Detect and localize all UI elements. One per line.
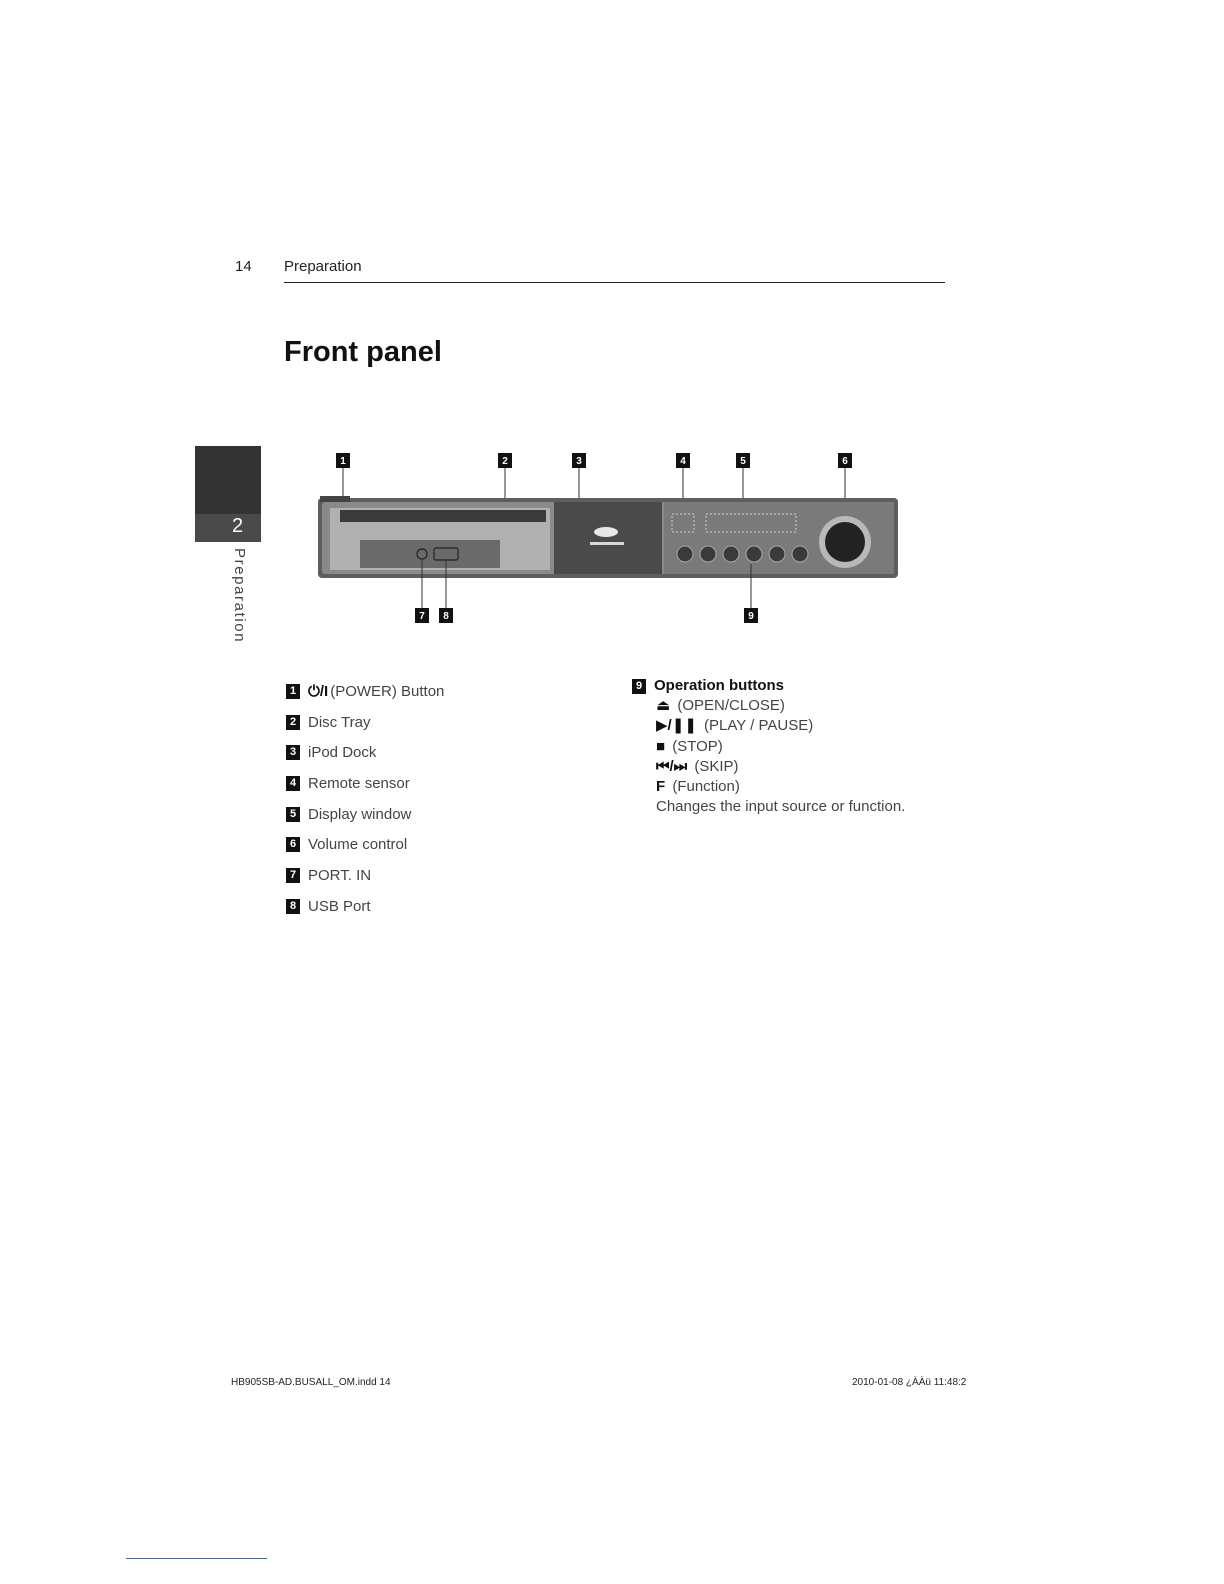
legend-number: 6 (286, 837, 300, 852)
operation-title (632, 676, 905, 696)
svg-text:3: 3 (576, 456, 582, 467)
op-text: (Function) (672, 778, 740, 796)
callout-6 (838, 453, 852, 468)
callout-9 (744, 608, 758, 623)
disc-tray (340, 510, 546, 522)
legend-text: iPod Dock (308, 744, 377, 762)
bluray-logo-text (590, 542, 624, 545)
legend-number: 8 (286, 899, 300, 914)
legend-number: 7 (286, 868, 300, 883)
section-header: Preparation (284, 258, 362, 275)
svg-text:7: 7 (419, 611, 425, 622)
svg-text:1: 1 (340, 456, 346, 467)
legend-item-volume-control (286, 829, 444, 860)
svg-text:6: 6 (842, 456, 848, 467)
legend-item-power (286, 676, 444, 707)
svg-text:9: 9 (748, 611, 754, 622)
front-panel-diagram (300, 448, 900, 628)
legend-item-usb-port (286, 891, 444, 922)
legend-number: 2 (286, 715, 300, 730)
chapter-tab-label: Preparation (231, 548, 248, 644)
op-text: (STOP) (672, 737, 723, 755)
legend-number: 9 (632, 679, 646, 694)
bluray-panel (554, 502, 662, 574)
legend-text: Remote sensor (308, 774, 410, 792)
op-function (632, 777, 905, 797)
legend-number: 1 (286, 684, 300, 699)
bluray-logo-icon (594, 527, 618, 537)
legend-text: USB Port (308, 897, 371, 915)
callout-4 (676, 453, 690, 468)
svg-text:2: 2 (502, 456, 508, 467)
legend-text: Volume control (308, 836, 408, 854)
op-text: (SKIP) (694, 757, 739, 775)
page-number: 14 (235, 258, 252, 275)
op-open-close (632, 696, 905, 716)
eject-icon: ⏏ (656, 697, 671, 715)
legend-number: 3 (286, 745, 300, 760)
legend-item-display-window (286, 799, 444, 830)
callout-3 (572, 453, 586, 468)
legend-list (286, 676, 444, 922)
callout-7 (415, 608, 429, 623)
svg-text:4: 4 (680, 456, 686, 467)
legend-item-port-in (286, 860, 444, 891)
power-button (320, 496, 350, 502)
legend-number: 4 (286, 776, 300, 791)
ipod-dock-area (360, 540, 500, 568)
op-text: (PLAY / PAUSE) (704, 717, 814, 735)
op-text: (OPEN/CLOSE) (677, 697, 785, 715)
function-icon: F (656, 778, 666, 796)
callout-2 (498, 453, 512, 468)
operation-buttons-legend (632, 676, 905, 817)
op-note: Changes the input source or function. (656, 798, 906, 816)
play-pause-icon: ▶/❚❚ (656, 717, 697, 735)
legend-number: 5 (286, 807, 300, 822)
legend-item-ipod-dock (286, 737, 444, 768)
stop-icon: ■ (656, 737, 666, 755)
legend-item-remote-sensor (286, 768, 444, 799)
operation-title-text: Operation buttons (654, 677, 784, 694)
legend-text: PORT. IN (308, 866, 372, 884)
volume-knob (825, 522, 865, 562)
op-skip (632, 757, 905, 777)
callout-1 (336, 453, 350, 468)
legend-item-disc-tray (286, 707, 444, 738)
footer-timestamp: 2010-01-08 ¿ÀÀü 11:48:2 (852, 1377, 967, 1388)
page-title: Front panel (284, 336, 442, 368)
footer-file: HB905SB-AD.BUSALL_OM.indd 14 (231, 1377, 391, 1388)
op-stop (632, 737, 905, 757)
chapter-tab-number: 2 (232, 515, 244, 537)
callout-5 (736, 453, 750, 468)
footer-rule (126, 1558, 267, 1559)
legend-text: Disc Tray (308, 713, 371, 731)
header-rule (284, 282, 945, 283)
legend-text: (POWER) Button (330, 682, 445, 700)
legend-text: Display window (308, 805, 412, 823)
chapter-tab-bar (195, 446, 261, 514)
svg-text:5: 5 (740, 456, 746, 467)
op-play-pause (632, 716, 905, 736)
svg-text:8: 8 (443, 611, 449, 622)
skip-icon: ⏮/⏭ (656, 757, 688, 775)
power-icon: ⏻/I (308, 682, 329, 700)
callout-8 (439, 608, 453, 623)
